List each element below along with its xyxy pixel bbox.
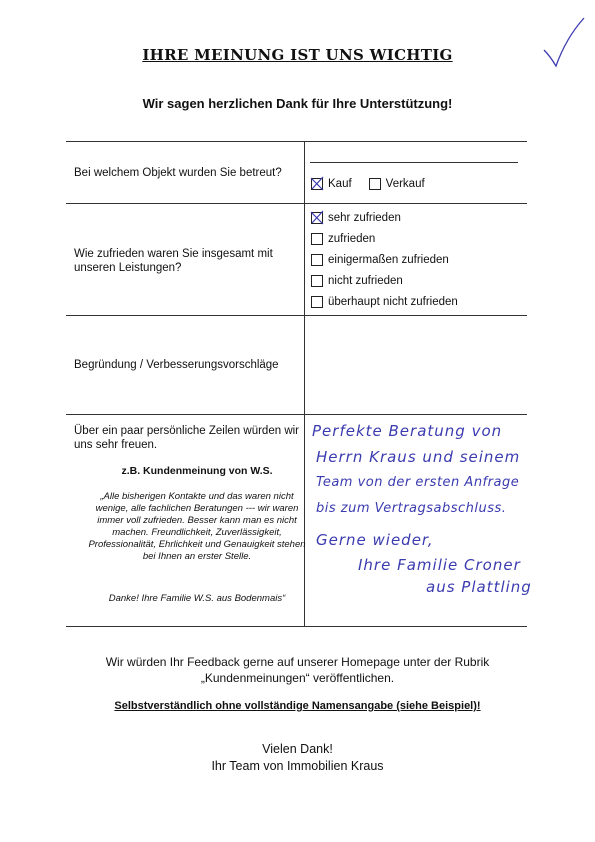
handwritten-line: Ihre Familie Croner — [358, 556, 521, 574]
checkbox-nicht-zufrieden[interactable] — [311, 275, 323, 287]
checkbox-einigermassen-zufrieden[interactable] — [311, 254, 323, 266]
cross-mark-icon — [310, 173, 326, 191]
option-label: nicht zufrieden — [328, 275, 403, 287]
example-signoff: Danke! Ihre Familie W.S. aus Bodenmais“ — [108, 593, 286, 604]
checkbox-zufrieden[interactable] — [311, 233, 323, 245]
handwritten-line: Gerne wieder, — [316, 531, 434, 549]
answer-line — [310, 162, 518, 163]
option-zufrieden[interactable] — [311, 233, 375, 245]
row-divider — [66, 315, 527, 316]
question-reasons: Begründung / Verbesserungsvorschläge — [74, 359, 279, 371]
question-satisfaction: Wie zufrieden waren Sie insgesamt mit unseren Leistungen? — [74, 248, 273, 274]
option-label: sehr zufrieden — [328, 212, 401, 224]
team-signature: Ihr Team von Immobilien Kraus — [211, 759, 384, 773]
handwritten-line: Perfekte Beratung von — [312, 422, 503, 440]
checkbox-sehr-zufrieden[interactable] — [311, 212, 323, 224]
option-einigermassen-zufrieden[interactable] — [311, 254, 449, 266]
form-title: IHRE MEINUNG IST UNS WICHTIG — [142, 46, 453, 64]
anonymity-note: Selbstverständlich ohne vollständige Namensangabe (siehe Beispiel)! — [114, 700, 481, 712]
handwritten-line: aus Plattling — [426, 578, 532, 596]
example-quote: „Alle bisherigen Kontakte und das waren nicht wenige, alle fachlichen Beratungen --- wir waren immer voll zufrieden. Besser kann man es nicht machen. Freundlichkeit, Zuverlässigkeit, Professionalität, Ehrlichkeit und Genauigkeit stehen bei Ihnen an erster Stelle. — [88, 491, 306, 562]
feedback-note: Wir würden Ihr Feedback gerne auf unserer Homepage unter der Rubrik „Kundenmeinungen“ veröffentlichen. — [105, 655, 490, 685]
question-object-type: Bei welchem Objekt wurden Sie betreut? — [74, 167, 282, 179]
option-label: Kauf — [328, 178, 352, 190]
form-subtitle: Wir sagen herzlichen Dank für Ihre Unterstützung! — [142, 96, 453, 111]
table-top-rule — [66, 141, 527, 142]
checkbox-kauf[interactable] — [311, 178, 323, 190]
table-bottom-rule — [66, 626, 527, 627]
handwritten-line: Team von der ersten Anfrage — [316, 475, 520, 490]
option-label: Verkauf — [385, 178, 425, 190]
option-label: einigermaßen zufrieden — [328, 254, 449, 266]
example-heading: z.B. Kundenmeinung von W.S. — [121, 465, 273, 477]
handwritten-line: bis zum Vertragsabschluss. — [316, 501, 507, 516]
option-sehr-zufrieden[interactable] — [311, 212, 401, 224]
option-label: überhaupt nicht zufrieden — [328, 296, 458, 308]
handwritten-line: Herrn Kraus und seinem — [316, 448, 521, 466]
question-personal-lines: Über ein paar persönliche Zeilen würden wir uns sehr freuen. — [74, 425, 300, 451]
row-divider — [66, 414, 527, 415]
checkbox-ueberhaupt-nicht-zufrieden[interactable] — [311, 296, 323, 308]
option-ueberhaupt-nicht-zufrieden[interactable] — [311, 296, 458, 308]
cross-mark-icon — [310, 207, 326, 225]
option-nicht-zufrieden[interactable] — [311, 275, 403, 287]
option-label: zufrieden — [328, 233, 376, 245]
row-divider — [66, 203, 527, 204]
option-kauf[interactable] — [311, 178, 425, 190]
checkbox-verkauf[interactable] — [369, 178, 381, 190]
thanks-text: Vielen Dank! — [262, 742, 333, 756]
